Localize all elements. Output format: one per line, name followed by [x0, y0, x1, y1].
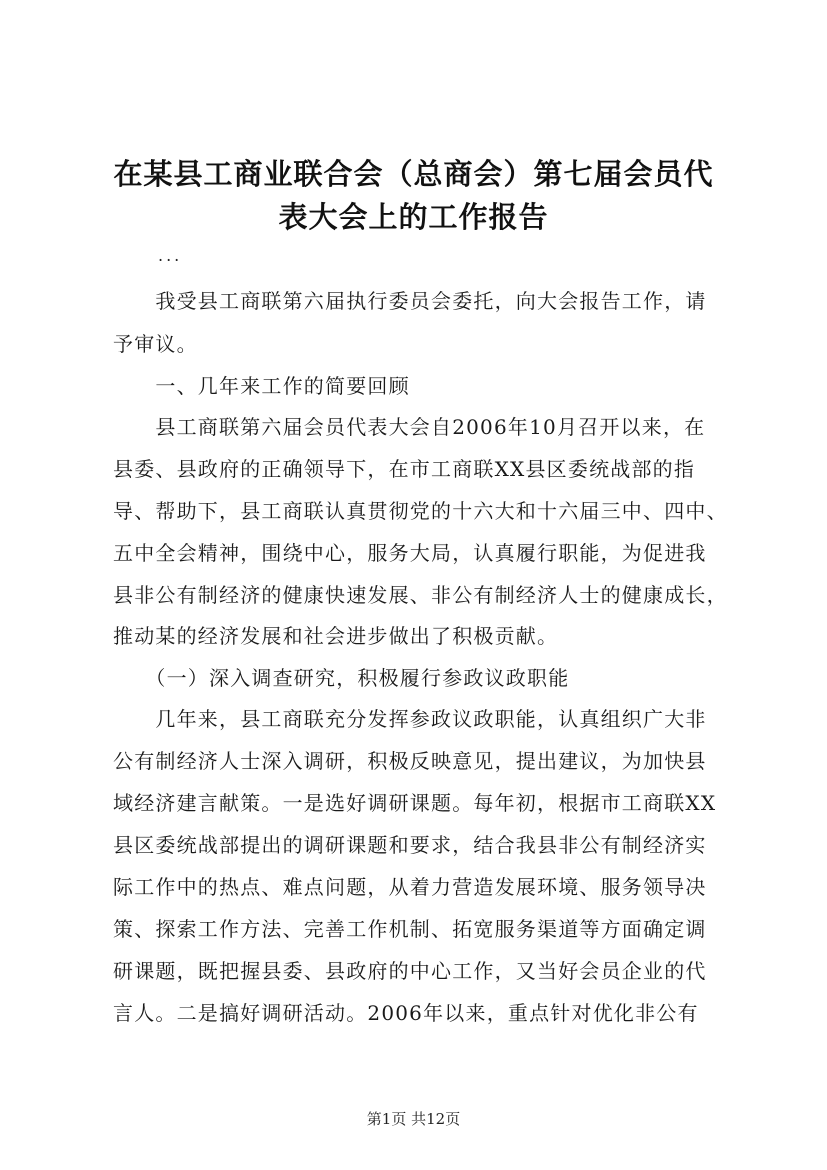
body-line: 我受县工商联第六届执行委员会委托，向大会报告工作，请	[113, 289, 707, 313]
body-line: 研课题，既把握县委、县政府的中心工作，又当好会员企业的代	[113, 959, 707, 983]
body-line: 县区委统战部提出的调研课题和要求，结合我县非公有制经济实	[113, 833, 707, 857]
body-line: 推动某的经济发展和社会进步做出了积极贡献。	[113, 624, 559, 648]
body-line: 予审议。	[113, 332, 198, 356]
section-heading: 一、几年来工作的简要回顾	[113, 374, 410, 398]
document-title-line-1: 在某县工商业联合会（总商会）第七届会员代	[113, 157, 714, 191]
page-footer: 第1页 共12页	[366, 1110, 461, 1128]
body-line: 五中全会精神，围绕中心，服务大局，认真履行职能，为促进我	[113, 541, 707, 565]
body-line: 言人。二是搞好调研活动。2006年以来，重点针对优化非公有	[113, 1001, 699, 1025]
body-line: 策、探索工作方法、完善工作机制、拓宽服务渠道等方面确定调	[113, 917, 707, 941]
document-title-line-2: 表大会上的工作报告	[278, 200, 549, 234]
body-line: 域经济建言献策。一是选好调研课题。每年初，根据市工商联XX	[113, 791, 717, 815]
body-line: 县委、县政府的正确领导下，在市工商联XX县区委统战部的指	[113, 457, 696, 481]
body-line: 导、帮助下，县工商联认真贯彻党的十六大和十六届三中、四中、	[113, 499, 728, 523]
body-line: 际工作中的热点、难点问题，从着力营造发展环境、服务领导决	[113, 875, 707, 899]
ellipsis-marker: ...	[158, 246, 183, 265]
body-line: 几年来，县工商联充分发挥参政议政职能，认真组织广大非	[113, 707, 707, 731]
body-line: 县工商联第六届会员代表大会自2006年10月召开以来，在	[113, 415, 706, 439]
body-line: 公有制经济人士深入调研，积极反映意见，提出建议，为加快县	[113, 749, 707, 773]
subsection-heading: （一）深入调查研究，积极履行参政议政职能	[113, 666, 570, 690]
body-line: 县非公有制经济的健康快速发展、非公有制经济人士的健康成长，	[113, 583, 728, 607]
